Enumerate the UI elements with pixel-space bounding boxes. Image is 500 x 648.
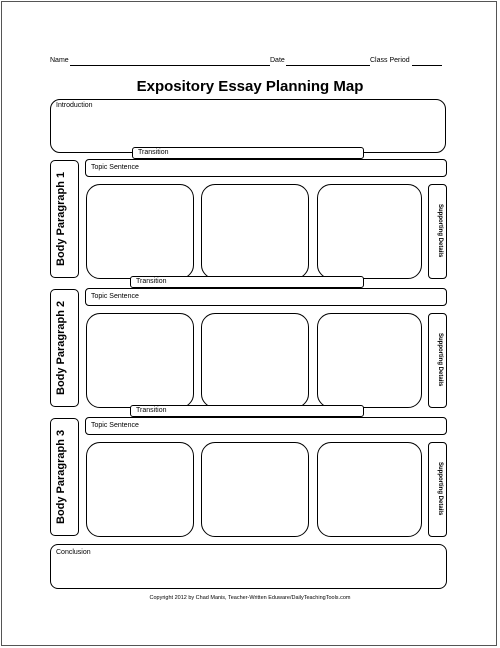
body-paragraph-1-tab xyxy=(50,160,79,278)
detail-box-1-2[interactable] xyxy=(201,184,309,279)
detail-box-2-1[interactable] xyxy=(86,313,194,408)
supporting-details-tab-2 xyxy=(428,313,447,408)
body-paragraph-2-label: Body Paragraph 2 xyxy=(55,300,67,395)
introduction-label: Introduction xyxy=(56,102,93,109)
detail-box-3-2[interactable] xyxy=(201,442,309,537)
name-label: Name xyxy=(50,57,69,64)
topic-sentence-box-3[interactable] xyxy=(85,417,447,435)
class-period-label: Class Period xyxy=(370,57,410,64)
copyright-notice: Copyright 2012 by Chad Manis, Teacher-Written Eduware/DailyTeachingTools.com xyxy=(149,595,351,601)
transition-box-3[interactable] xyxy=(130,405,364,417)
supporting-details-label: Supporting Details xyxy=(437,333,443,387)
header-fields xyxy=(50,57,444,69)
supporting-details-label: Supporting Details xyxy=(437,204,443,258)
detail-box-1-3[interactable] xyxy=(317,184,422,279)
transition-label: Transition xyxy=(138,149,169,156)
detail-box-2-3[interactable] xyxy=(317,313,422,408)
topic-sentence-box-2[interactable] xyxy=(85,288,447,306)
transition-box-2[interactable] xyxy=(130,276,364,288)
topic-sentence-box-1[interactable] xyxy=(85,159,447,177)
date-label: Date xyxy=(270,57,285,64)
body-paragraph-3-tab xyxy=(50,418,79,536)
body-paragraph-2-tab xyxy=(50,289,79,407)
body-paragraph-1-label: Body Paragraph 1 xyxy=(55,171,67,266)
detail-box-2-2[interactable] xyxy=(201,313,309,408)
conclusion-label: Conclusion xyxy=(56,549,91,556)
class-period-line xyxy=(412,65,442,66)
topic-sentence-label: Topic Sentence xyxy=(91,422,139,429)
detail-box-3-1[interactable] xyxy=(86,442,194,537)
transition-box-1[interactable] xyxy=(132,147,364,159)
introduction-box[interactable] xyxy=(50,99,446,153)
transition-label: Transition xyxy=(136,407,167,414)
body-paragraph-3-label: Body Paragraph 3 xyxy=(55,429,67,524)
topic-sentence-label: Topic Sentence xyxy=(91,164,139,171)
topic-sentence-label: Topic Sentence xyxy=(91,293,139,300)
transition-label: Transition xyxy=(136,278,167,285)
date-line xyxy=(286,65,370,66)
detail-box-3-3[interactable] xyxy=(317,442,422,537)
page-title: Expository Essay Planning Map xyxy=(136,78,364,95)
supporting-details-label: Supporting Details xyxy=(437,462,443,516)
name-line xyxy=(70,65,270,66)
conclusion-box[interactable] xyxy=(50,544,447,589)
detail-box-1-1[interactable] xyxy=(86,184,194,279)
supporting-details-tab-3 xyxy=(428,442,447,537)
supporting-details-tab-1 xyxy=(428,184,447,279)
